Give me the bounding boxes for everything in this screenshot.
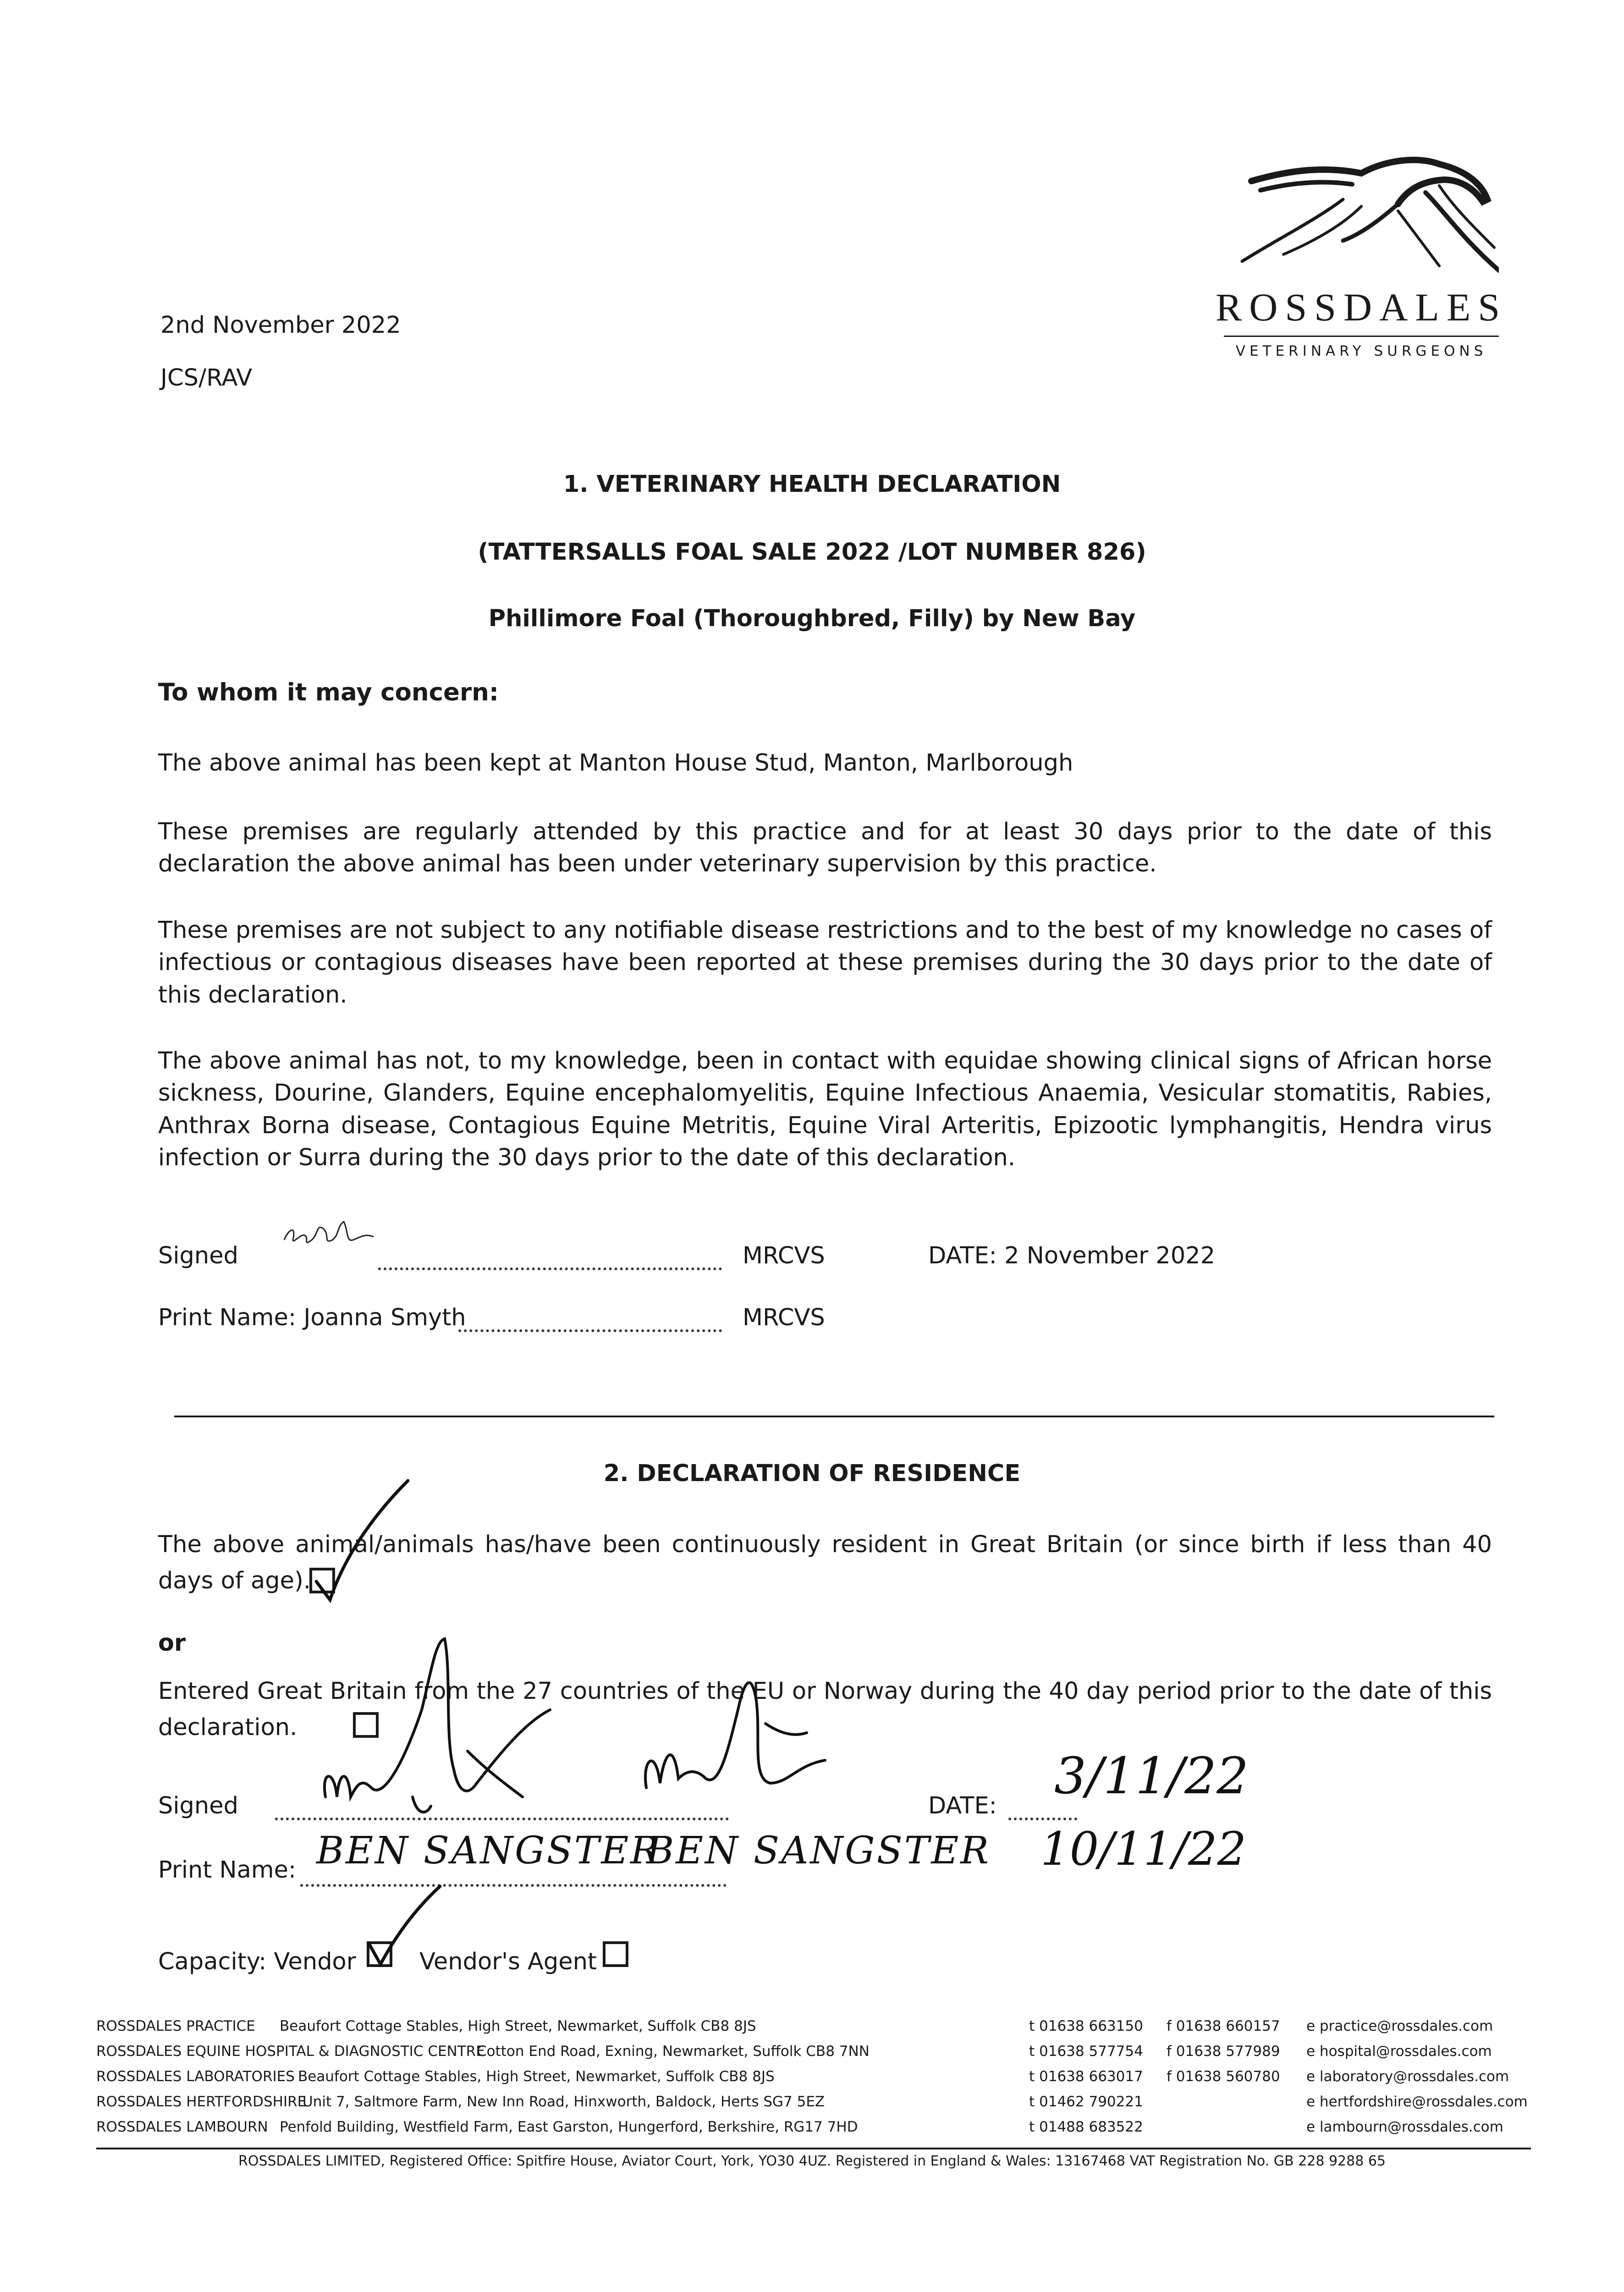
footer-email: e hertfordshire@rossdales.com [1306,2094,1528,2110]
residence-option-1: The above animal/animals has/have been continuously resident in Great Britain (or since birth if less than 40 days of age). [158,1531,1492,1595]
footer-address: Beaufort Cottage Stables, High Street, Newmarket, Suffolk CB8 8JS [280,2018,756,2034]
logo-subtitle: VETERINARY SURGEONS [1235,343,1487,359]
footer-fax: f 01638 660157 [1167,2018,1280,2034]
section2-date-label: DATE: [928,1792,997,1819]
section1-print-name: Print Name: Joanna Smyth [158,1304,466,1331]
footer-registered-office: ROSSDALES LIMITED, Registered Office: Spitfire House, Aviator Court, York, YO30 4UZ. Registered in England & Wales: 13167468 VAT Registration No. GB 228 9288 65 [238,2153,1386,2169]
footer-phone: t 01638 663150 [1029,2018,1143,2034]
footer-row [96,2019,1536,2044]
footer-phone: t 01638 663017 [1029,2068,1143,2085]
footer-address: Penfold Building, Westfield Farm, East Garston, Hungerford, Berkshire, RG17 7HD [280,2119,858,2135]
logo-wordmark: ROSSDALES [1215,285,1508,329]
footer-name: ROSSDALES PRACTICE [96,2018,255,2034]
handwritten-name-1: BEN SANGSTER [316,1829,661,1873]
section2-date-line [1008,1818,1077,1820]
footer-address: Cotton End Road, Exning, Newmarket, Suffolk CB8 7NN [477,2043,870,2060]
footer-name: ROSSDALES EQUINE HOSPITAL & DIAGNOSTIC CENTRE [96,2043,485,2060]
horse-logo-icon [1224,156,1499,284]
footer-phone: t 01462 790221 [1029,2094,1143,2110]
section1-signature [280,1215,380,1256]
footer-address: Unit 7, Saltmore Farm, New Inn Road, Hinxworth, Baldock, Herts SG7 5EZ [303,2094,825,2110]
section1-title: 1. VETERINARY HEALTH DECLARATION [563,471,1061,498]
section1-signature-line [378,1267,722,1270]
paragraph-supervision: These premises are regularly attended by this practice and for at least 30 days prior to the date of this declaration the above animal has been under veterinary supervision by this practice. [158,818,1492,878]
vendors-agent-label: Vendor's Agent [419,1948,597,1975]
section1-mrcvs-1: MRCVS [743,1242,825,1269]
footer-name: ROSSDALES LABORATORIES [96,2068,295,2085]
or-label: or [158,1630,186,1657]
footer-name: ROSSDALES LAMBOURN [96,2119,268,2135]
footer-divider [96,2148,1531,2149]
section1-subtitle: (TATTERSALLS FOAL SALE 2022 /LOT NUMBER 826) [478,539,1146,566]
footer-address: Beaufort Cottage Stables, High Street, Newmarket, Suffolk CB8 8JS [298,2068,775,2085]
section2-signed-label: Signed [158,1792,238,1819]
footer-email: e lambourn@rossdales.com [1306,2119,1503,2135]
letter-date: 2nd November 2022 [160,312,401,339]
signature-image [280,1215,380,1256]
footer-row [96,2044,1536,2070]
rossdales-logo [1206,156,1517,376]
logo-divider [1224,336,1499,337]
capacity-label: Capacity: Vendor [158,1948,356,1975]
handwritten-date-1: 3/11/22 [1054,1747,1249,1805]
footer-fax: f 01638 560780 [1167,2068,1280,2085]
section2-signatures [293,1632,935,1843]
tick-mark-icon [303,1476,422,1609]
paragraph-premises: The above animal has been kept at Manton House Stud, Manton, Marlborough [158,749,1073,777]
footer-email: e hospital@rossdales.com [1306,2043,1492,2060]
paragraph-contact: The above animal has not, to my knowledge, been in contact with equidae showing clinical signs of African horse sickness, Dourine, Glanders, Equine encephalomyelitis, Equine Infectious Anaemia, Vesicular stomatitis, Rabies, Anthrax Borna disease, Contagious Equine Metritis, Equine Viral Arteritis, Epizootic lymphangitis, Hendra virus infection or Surra during the 30 days prior to the date of this declaration. [158,1047,1492,1172]
footer-email: e practice@rossdales.com [1306,2018,1493,2034]
section1-date: DATE: 2 November 2022 [928,1242,1216,1269]
footer-phone: t 01638 577754 [1029,2043,1143,2060]
agent-checkbox-unchecked[interactable] [603,1941,628,1967]
residence-option-2: Entered Great Britain from the 27 countries of the EU or Norway during the 40 day period prior to the date of this declaration. [158,1678,1492,1741]
footer-row [96,2120,1536,2145]
footer-name: ROSSDALES HERTFORDSHIRE [96,2094,307,2110]
section2-print-name-label: Print Name: [158,1857,297,1884]
section2-title: 2. DECLARATION OF RESIDENCE [603,1460,1021,1487]
paragraph-disease-restrictions: These premises are not subject to any notifiable disease restrictions and to the best of my knowledge no cases of infectious or contagious diseases have been reported at these premises during the 30 days prior to the date of this declaration. [158,917,1492,1008]
footer-fax: f 01638 577989 [1167,2043,1280,2060]
animal-description: Phillimore Foal (Thoroughbred, Filly) by New Bay [488,605,1136,632]
footer-addresses [96,2019,1536,2148]
letter-reference: JCS/RAV [160,364,253,391]
section1-mrcvs-2: MRCVS [743,1304,825,1331]
footer-row [96,2070,1536,2095]
handwritten-date-2: 10/11/22 [1040,1822,1247,1876]
footer-phone: t 01488 683522 [1029,2119,1143,2135]
footer-row [96,2095,1536,2120]
section-divider [174,1416,1494,1417]
handwritten-name-2: BEN SANGSTER [646,1829,991,1873]
section1-signed-label: Signed [158,1242,238,1269]
salutation: To whom it may concern: [158,678,499,706]
footer-email: e laboratory@rossdales.com [1306,2068,1509,2085]
section1-print-name-line [458,1329,722,1332]
